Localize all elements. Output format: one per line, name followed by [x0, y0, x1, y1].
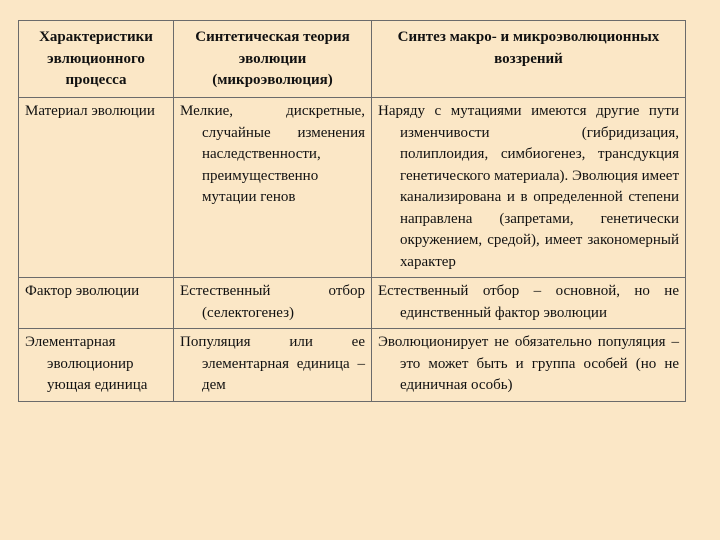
row-synthetic-factor: Естественный отбор (селектогенез) — [174, 278, 372, 329]
table-row — [19, 329, 686, 402]
header-macro-micro-synthesis: Синтез макро- и микроэволюционных воззрений — [372, 21, 686, 98]
table-row — [19, 98, 686, 278]
row-synthesis-material: Наряду с мутациями имеются другие пути изменчивости (гибридизация, полиплоидия, симбиогенез, трансдукция генетического материала). Эволюция имеет канализирована и в определенной степени направлена (запретами, генетически окружением, средой), имеет закономерный характер — [372, 98, 686, 278]
row-synthetic-material: Мелкие, дискретные, случайные изменения наследственности, преимущественно мутации генов — [174, 98, 372, 278]
table-header-row — [19, 21, 686, 98]
row-synthetic-unit: Популяция или ее элементарная единица – дем — [174, 329, 372, 402]
row-feature-factor: Фактор эволюции — [19, 278, 174, 329]
row-synthesis-unit: Эволюционирует не обязательно популяция – это может быть и группа особей (но не единичная особь) — [372, 329, 686, 402]
header-synthetic-theory: Синтетическая теория эволюции (микроэволюция) — [174, 21, 372, 98]
comparison-table — [18, 20, 686, 402]
header-characteristics: Характеристики эвлюционного процесса — [19, 21, 174, 98]
table-row — [19, 278, 686, 329]
row-synthesis-factor: Естественный отбор – основной, но не единственный фактор эволюции — [372, 278, 686, 329]
row-feature-material: Материал эволюции — [19, 98, 174, 278]
row-feature-unit: Элементарная эволюционир ующая единица — [19, 329, 174, 402]
